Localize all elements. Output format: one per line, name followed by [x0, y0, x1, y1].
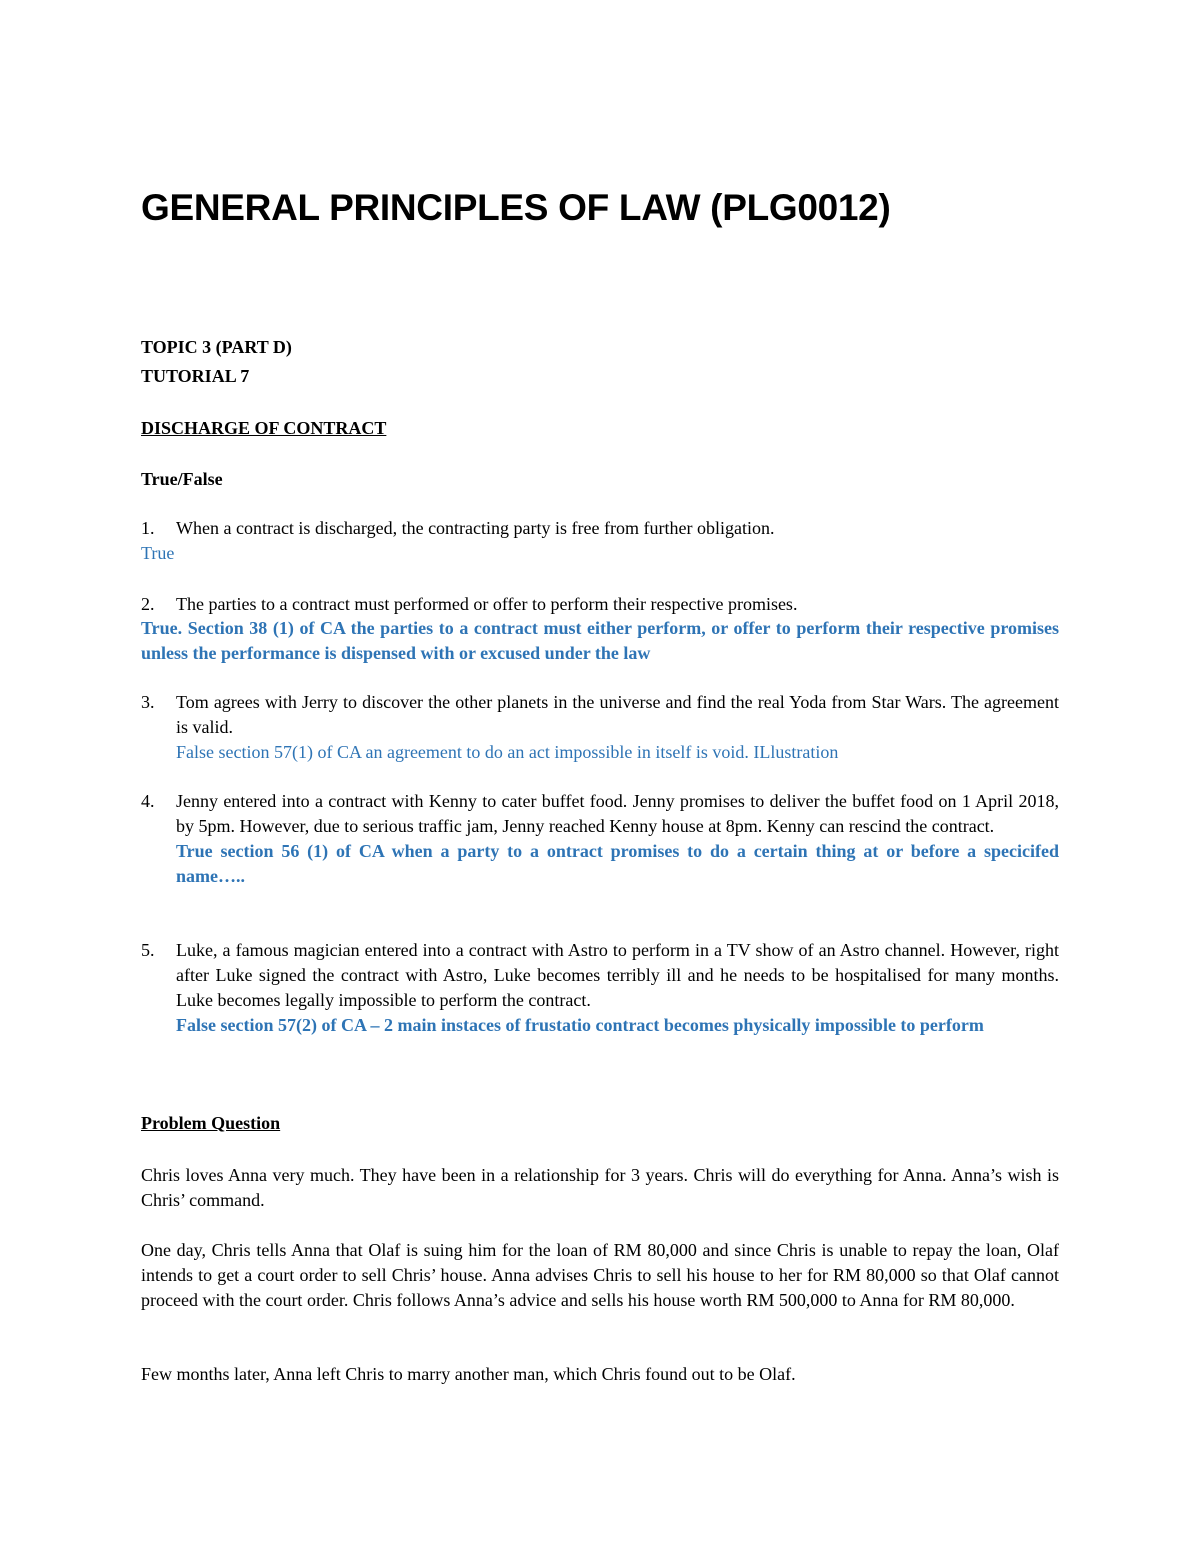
question-number: 2. — [141, 594, 155, 614]
problem-heading: Problem Question — [141, 1113, 281, 1133]
problem-paragraph-3: Few months later, Anna left Chris to marry another man, which Chris found out to be Olaf. — [141, 1364, 796, 1384]
question-item-4 — [141, 789, 1059, 889]
answer-text: False section 57(2) of CA – 2 main instaces of frustatio contract becomes physically impossible to perform — [176, 1015, 984, 1035]
answer-text: True section 56 (1) of CA when a party to a ontract promises to do a certain thing at or before a specicifed name….. — [176, 841, 1059, 886]
answer-text: False section 57(1) of CA an agreement to do an act impossible in itself is void. ILlustration — [176, 742, 839, 762]
answer-text: True — [141, 543, 175, 563]
question-number: 1. — [141, 518, 155, 538]
document-title: GENERAL PRINCIPLES OF LAW (PLG0012) — [141, 187, 891, 228]
question-text: Tom agrees with Jerry to discover the other planets in the universe and find the real Yoda from Star Wars. The agreement is valid. — [176, 692, 1059, 737]
problem-paragraph-2: One day, Chris tells Anna that Olaf is suing him for the loan of RM 80,000 and since Chris is unable to repay the loan, Olaf intends to get a court order to sell Chris’ house. Anna advises Chris to sell his house to her for RM 80,000 so that Olaf cannot proceed with the court order. Chris follows Anna’s advice and sells his house worth RM 500,000 to Anna for RM 80,000. — [141, 1240, 1059, 1310]
tutorial-label: TUTORIAL 7 — [141, 366, 250, 386]
answer-text: True. Section 38 (1) of CA the parties to a contract must either perform, or offer to perform their respective promises unless the performance is dispensed with or excused under the law — [141, 618, 1059, 663]
question-text: Jenny entered into a contract with Kenny to cater buffet food. Jenny promises to deliver the buffet food on 1 April 2018, by 5pm. However, due to serious traffic jam, Jenny reached Kenny house at 8pm. Kenny can rescind the contract. — [176, 791, 1059, 836]
problem-paragraph-1: Chris loves Anna very much. They have been in a relationship for 3 years. Chris will do everything for Anna. Anna’s wish is Chris’ command. — [141, 1165, 1059, 1210]
question-text: The parties to a contract must performed or offer to perform their respective promises. — [176, 594, 798, 614]
question-item-1 — [141, 516, 1059, 541]
question-item-2 — [141, 592, 1059, 617]
section-heading: DISCHARGE OF CONTRACT — [141, 418, 387, 438]
question-item-3 — [141, 690, 1059, 765]
question-text: When a contract is discharged, the contracting party is free from further obligation. — [176, 518, 775, 538]
question-number: 4. — [141, 791, 155, 811]
true-false-heading: True/False — [141, 469, 223, 489]
topic-label: TOPIC 3 (PART D) — [141, 337, 292, 357]
question-item-5 — [141, 938, 1059, 1038]
question-number: 5. — [141, 940, 155, 960]
question-text: Luke, a famous magician entered into a contract with Astro to perform in a TV show of an Astro channel. However, right after Luke signed the contract with Astro, Luke becomes terribly ill and he needs to be hospitalised for many months. Luke becomes legally impossible to perform the contract. — [176, 940, 1059, 1010]
question-number: 3. — [141, 692, 155, 712]
